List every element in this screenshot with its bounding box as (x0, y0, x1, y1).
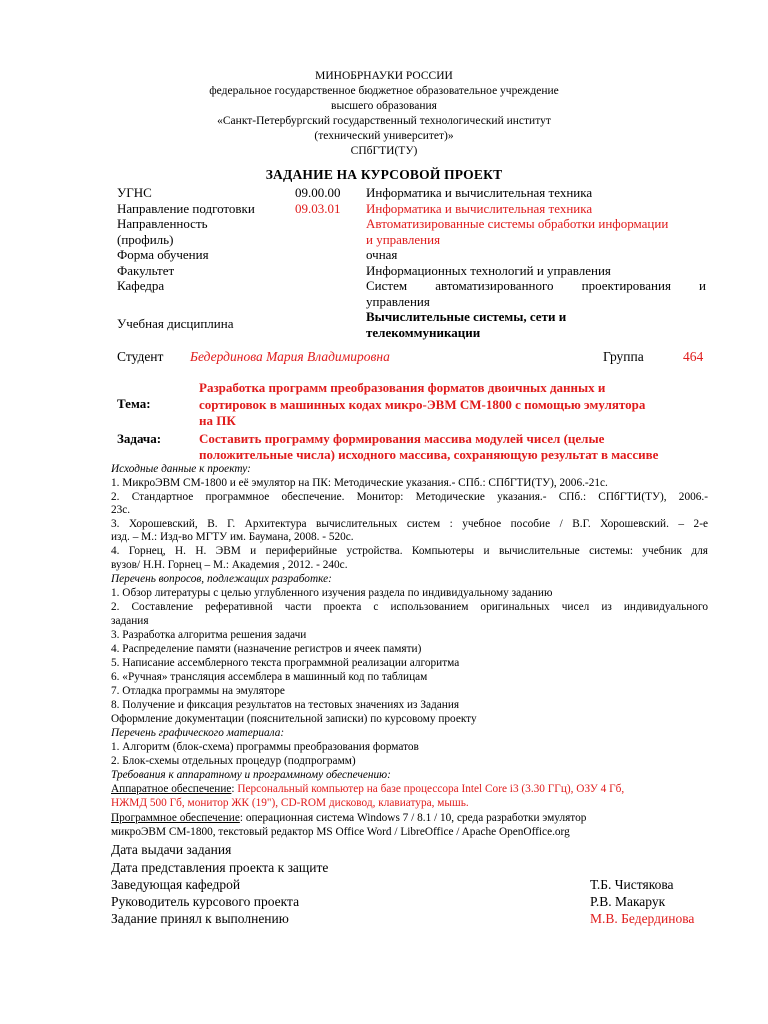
topic-line-3: на ПК (199, 413, 236, 428)
hardware-line-1 (111, 783, 624, 797)
graphics-item-2: 2. Блок-схемы отдельных процедур (подпрограмм) (111, 755, 356, 767)
requirements-heading: Требования к аппаратному и программному обеспечению: (111, 769, 391, 781)
hardware-label: Аппаратное обеспечение (111, 783, 232, 795)
source-item-4-line-1: 4. Горнец, Н. Н. ЭВМ и периферийные устройства. Компьютеры и вычислительные системы: учебник для (111, 545, 708, 557)
accepted-label: Задание принял к выполнению (111, 911, 289, 926)
faculty-label: Факультет (117, 263, 175, 278)
question-1: 1. Обзор литературы с целью углубленного изучения раздела по индивидуальному заданию (111, 587, 553, 599)
questions-heading: Перечень вопросов, подлежащих разработке: (111, 573, 332, 585)
issue-date-label: Дата выдачи задания (111, 842, 232, 857)
profile-value-2: и управления (366, 232, 441, 247)
group-label: Группа (603, 349, 644, 364)
topic-line-1: Разработка программ преобразования форматов двоичных данных и (199, 380, 606, 395)
question-9: Оформление документации (пояснительной записки) по курсовому проекту (111, 713, 477, 725)
hardware-colon: : (231, 783, 238, 795)
task-line-2: положительные числа) исходного массива, сохраняющую результат в массиве (199, 447, 659, 462)
topic-line-2: сортировок в машинных кодах микро-ЭВМ СМ-1800 с помощью эмулятора (199, 397, 646, 412)
org-line-1: федеральное государственное бюджетное образовательное учреждение (209, 85, 559, 97)
hardware-value-2: НЖМД 500 Гб, монитор ЖК (19"), CD-ROM дисковод, клавиатура, мышь. (111, 797, 469, 809)
supervisor-name: Р.В. Макарук (590, 894, 666, 909)
form-value: очная (366, 247, 398, 262)
group-value: 464 (683, 349, 704, 364)
source-item-1: 1. МикроЭВМ СМ-1800 и её эмулятор на ПК: Методические указания.- СПб.: СПбГТИ(ТУ), 2006.-21с. (111, 477, 608, 489)
student-label: Студент (117, 349, 164, 364)
graphics-item-1: 1. Алгоритм (блок-схема) программы преобразования форматов (111, 741, 419, 753)
accepted-name: М.В. Бедердинова (590, 911, 695, 926)
question-3: 3. Разработка алгоритма решения задачи (111, 629, 307, 641)
profile-value-1: Автоматизированные системы обработки информации (366, 216, 669, 231)
ministry-name: МИНОБРНАУКИ РОССИИ (315, 70, 453, 82)
software-line-1 (111, 812, 586, 826)
institute-abbr: СПбГТИ(ТУ) (350, 145, 418, 157)
submit-date-label: Дата представления проекта к защите (111, 860, 329, 875)
institute-line-2: (технический университет)» (314, 130, 454, 142)
head-name: Т.Б. Чистякова (590, 877, 674, 892)
source-item-2-line-1: 2. Стандартное программное обеспечение. Монитор: Методические указания.- СПб.: СПбГТИ(ТУ), 2006.- (111, 491, 708, 503)
source-item-3-line-1: 3. Хорошевский, В. Г. Архитектура вычислительных систем : учебное пособие / В.Г. Хорошевский. – 2-е (111, 518, 708, 530)
profile-label-1: Направленность (117, 216, 208, 231)
software-value-2: микроЭВМ СМ-1800, текстовый редактор MS Office Word / LibreOffice / Apache OpenOffice.org (111, 826, 570, 838)
source-item-4-line-2: вузов/ Н.Н. Горнец – М.: Академия , 2012. - 240с. (111, 559, 348, 571)
discipline-value-1: Вычислительные системы, сети и (366, 309, 567, 324)
question-7: 7. Отладка программы на эмуляторе (111, 685, 285, 697)
form-label: Форма обучения (117, 247, 209, 262)
task-label: Задача: (117, 431, 162, 446)
software-value-1: : операционная система Windows 7 / 8.1 / 10, среда разработки эмулятор (239, 812, 587, 824)
ugns-label: УГНС (117, 185, 152, 200)
discipline-value-2: телекоммуникации (366, 325, 481, 340)
source-data-heading: Исходные данные к проекту: (111, 463, 251, 475)
question-5: 5. Написание ассемблерного текста программной реализации алгоритма (111, 657, 460, 669)
direction-code: 09.03.01 (295, 201, 341, 216)
graphics-heading: Перечень графического материала: (111, 727, 285, 739)
department-value-1: Систем автоматизированного проектирования и (366, 278, 706, 293)
direction-label: Направление подготовки (117, 201, 255, 216)
ugns-value: Информатика и вычислительная техника (366, 185, 593, 200)
institute-line-1: «Санкт-Петербургский государственный технологический институт (217, 115, 551, 127)
direction-value: Информатика и вычислительная техника (366, 201, 593, 216)
department-value-2: управления (366, 294, 430, 309)
discipline-label: Учебная дисциплина (117, 316, 234, 331)
department-label: Кафедра (117, 278, 165, 293)
supervisor-label: Руководитель курсового проекта (111, 894, 300, 909)
question-2-line-2: задания (111, 615, 149, 627)
source-item-3-line-2: изд. – М.: Изд-во МГТУ им. Баумана, 2008. - 520с. (111, 531, 354, 543)
ugns-code: 09.00.00 (295, 185, 341, 200)
software-label: Программное обеспечение (111, 812, 240, 824)
task-line-1: Составить программу формирования массива модулей чисел (целые (199, 431, 605, 446)
question-6: 6. «Ручная» трансляция ассемблера в машинный код по таблицам (111, 671, 428, 683)
faculty-value: Информационных технологий и управления (366, 263, 611, 278)
question-8: 8. Получение и фиксация результатов на тестовых значениях из Задания (111, 699, 460, 711)
question-2-line-1: 2. Составление реферативной части проекта с использованием оригинальных чисел из индивидуального (111, 601, 708, 613)
head-label: Заведующая кафедрой (111, 877, 241, 892)
org-line-2: высшего образования (331, 100, 437, 112)
student-name: Бедердинова Мария Владимировна (190, 349, 390, 364)
source-item-2-line-2: 23с. (111, 504, 131, 516)
topic-label: Тема: (117, 396, 151, 411)
hardware-value-1: Персональный компьютер на базе процессора Intel Core i3 (3.30 ГГц), ОЗУ 4 Гб, (237, 783, 625, 795)
question-4: 4. Распределение памяти (назначение регистров и ячеек памяти) (111, 643, 422, 655)
profile-label-2: (профиль) (117, 232, 174, 247)
document-title: ЗАДАНИЕ НА КУРСОВОЙ ПРОЕКТ (265, 167, 503, 182)
